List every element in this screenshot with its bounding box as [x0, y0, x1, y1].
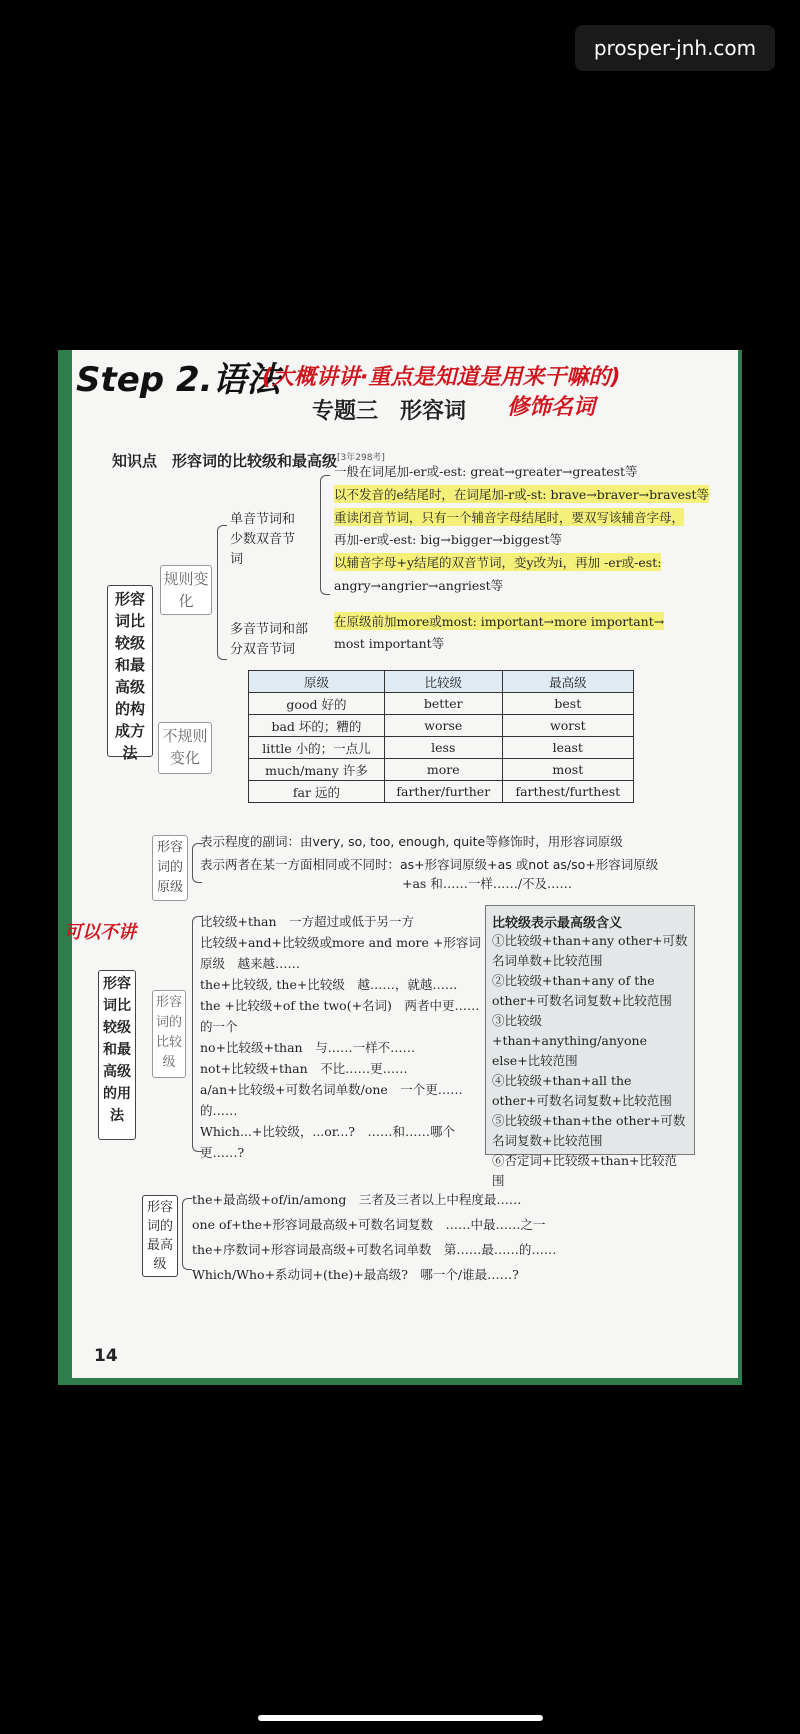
- usage-line: 比较级+and+比较级或more and more +形容词: [200, 935, 481, 950]
- rule-line: 在原级前加more或most: important→more important→: [334, 614, 665, 629]
- superlative-meaning-box: [485, 905, 695, 1188]
- usage-line: a/an+比较级+可数名词单数/one 一个更……: [200, 1082, 463, 1097]
- side-item: ⑤比较级+than+the other+可数名词复数+比较范围: [492, 1113, 686, 1148]
- usage-line: 比较级+than 一方超过或低于另一方: [200, 914, 415, 929]
- cell: less: [384, 737, 502, 759]
- handwritten-title-note: 修饰名词: [507, 395, 596, 420]
- cell: bad 坏的；糟的: [249, 715, 385, 737]
- usage-line: 的一个: [200, 1019, 238, 1034]
- knowledge-label: 知识点 形容词的比较级和最高级: [112, 452, 338, 470]
- cell: far 远的: [249, 781, 385, 803]
- col-header: 最高级: [502, 671, 633, 693]
- side-item: ⑥否定词+比较级+than+比较范围: [492, 1153, 677, 1188]
- rule-line: 以不发音的e结尾时，在词尾加-r或-st: brave→braver→bravest等: [334, 487, 709, 502]
- handwritten-step: Step 2.语法: [76, 360, 281, 400]
- cell: better: [384, 693, 502, 715]
- rule-line: most important等: [334, 636, 445, 651]
- usage-line: one of+the+形容词最高级+可数名词复数 ……中最……之一: [192, 1217, 546, 1232]
- table-row: [249, 737, 634, 759]
- usage-line: 的……: [200, 1103, 238, 1118]
- usage-line: the+比较级, the+比较级 越……，就越……: [200, 977, 458, 992]
- page-title: 专题三 形容词: [312, 399, 467, 424]
- regular-change: 规则变化: [160, 565, 212, 615]
- positive-label: 形容词的原级: [152, 835, 188, 901]
- handwritten-side-note: 可以不讲: [64, 922, 136, 943]
- rule-line: 重读闭音节词，只有一个辅音字母结尾时，要双写该辅音字母，: [334, 510, 685, 525]
- textbook-page: [64, 350, 738, 1378]
- table-header: [249, 671, 634, 693]
- usage-root: 形容词比较级和最高级的用法: [98, 970, 136, 1140]
- cell: worst: [502, 715, 633, 737]
- cell: farther/further: [384, 781, 502, 803]
- comparative-label: 形容词的比较级: [152, 990, 186, 1078]
- side-item: ④比较级+than+all the other+可数名词复数+比较范围: [492, 1073, 672, 1108]
- usage-line: Which...+比较级，...or...? ……和……哪个: [200, 1124, 456, 1139]
- usage-line: 更……?: [200, 1145, 245, 1160]
- bracket: [182, 1198, 192, 1270]
- side-item: ②比较级+than+any of the other+可数名词复数+比较范围: [492, 973, 672, 1008]
- cell: little 小的；一点儿: [249, 737, 385, 759]
- usage-line: 表示程度的副词：由very, so, too, enough, quite等修饰时，用形容词原级: [200, 834, 623, 849]
- poly-syllable: 多音节词和部分双音节词: [230, 622, 309, 657]
- superlative-label: 形容词的最高级: [142, 1195, 178, 1277]
- irregular-table: [248, 670, 634, 803]
- usage-line: 表示两者在某一方面相同或不同时：as+形容词原级+as 或not as/so+形容词原级: [200, 857, 659, 872]
- usage-line: Which/Who+系动词+(the)+最高级? 哪一个/谁最……?: [192, 1267, 519, 1282]
- usage-line: the +比较级+of the two(+名词) 两者中更……: [200, 998, 480, 1013]
- usage-line: the+最高级+of/in/among 三者及三者以上中程度最……: [192, 1192, 522, 1207]
- table-row: [249, 693, 634, 715]
- handwritten-note: (大概讲讲·重点是知道是用来干嘛的): [262, 365, 621, 390]
- formation-root: 形容词比较级和最高级的构成方法: [107, 585, 153, 757]
- cell: farthest/furthest: [502, 781, 633, 803]
- home-indicator[interactable]: [258, 1715, 543, 1721]
- usage-line: +as 和……一样……/不及……: [402, 876, 573, 891]
- cell: more: [384, 759, 502, 781]
- rule-line: angry→angrier→angriest等: [334, 578, 504, 593]
- cell: good 好的: [249, 693, 385, 715]
- textbook-photo: [58, 350, 742, 1385]
- irregular-change: 不规则变化: [158, 722, 212, 774]
- table-row: [249, 759, 634, 781]
- col-header: 比较级: [384, 671, 502, 693]
- rule-line: 以辅音字母+y结尾的双音节词，变y改为i，再加 -er或-est:: [334, 555, 662, 570]
- knowledge-tag: [3年298考]: [337, 453, 385, 463]
- usage-line: the+序数词+形容词最高级+可数名词单数 第……最……的……: [192, 1242, 557, 1257]
- rule-line: 一般在词尾加-er或-est: great→greater→greatest等: [334, 464, 638, 479]
- usage-line: not+比较级+than 不比……更……: [200, 1061, 408, 1076]
- table-row: [249, 781, 634, 803]
- cell: best: [502, 693, 633, 715]
- usage-line: 原级 越来越……: [200, 956, 301, 971]
- usage-line: no+比较级+than 与……一样不……: [200, 1040, 416, 1055]
- page-number: 14: [94, 1346, 118, 1366]
- rule-line: 再加-er或-est: big→bigger→biggest等: [334, 532, 563, 547]
- cell: worse: [384, 715, 502, 737]
- cell: most: [502, 759, 633, 781]
- mono-syllable: 单音节词和少数双音节词: [230, 512, 296, 567]
- col-header: 原级: [249, 671, 385, 693]
- side-title: 比较级表示最高级含义: [492, 916, 623, 931]
- side-item: ③比较级+than+anything/anyone else+比较范围: [492, 1013, 647, 1068]
- bracket: [320, 475, 330, 595]
- table-row: [249, 715, 634, 737]
- side-item: ①比较级+than+any other+可数名词单数+比较范围: [492, 933, 688, 968]
- bracket: [217, 525, 227, 660]
- cell: least: [502, 737, 633, 759]
- watermark: prosper-jnh.com: [575, 25, 775, 71]
- cell: much/many 许多: [249, 759, 385, 781]
